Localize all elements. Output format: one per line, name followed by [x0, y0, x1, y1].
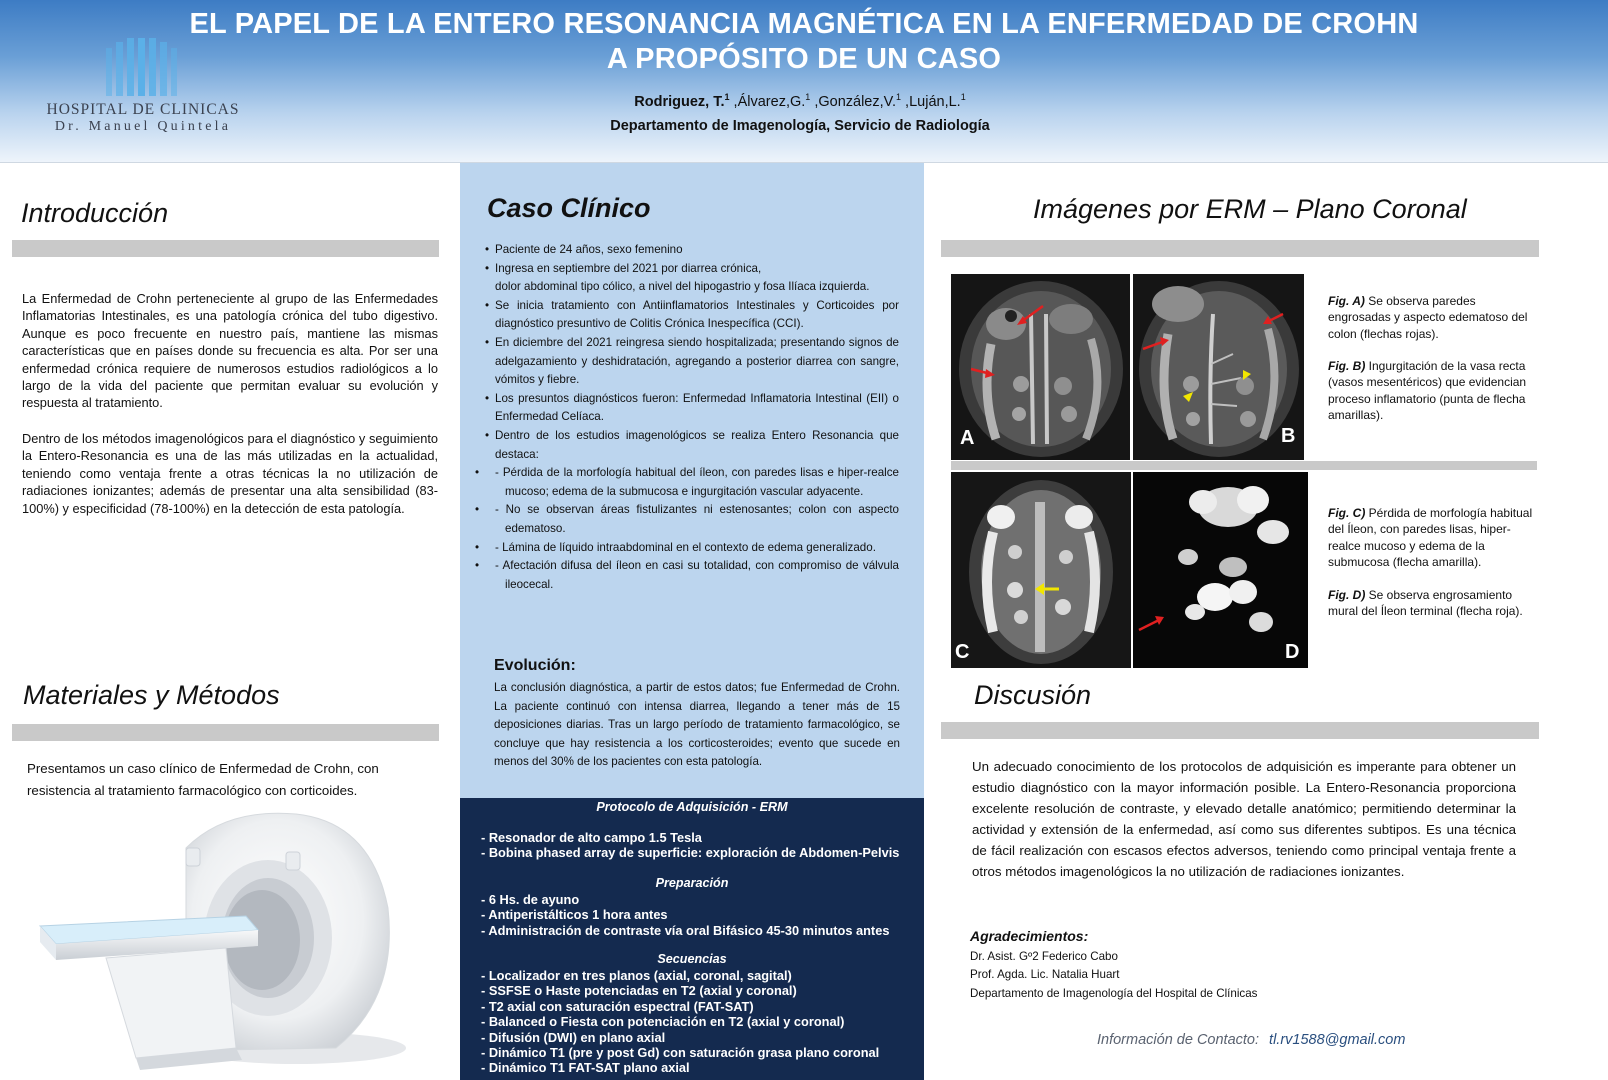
- acknowledgements-list: [970, 948, 1257, 1003]
- case-item: • Ingresa en septiembre del 2021 por diarrea crónica,: [485, 260, 899, 279]
- sequence-item: - Localizador en tres planos (axial, coronal, sagital): [481, 968, 792, 983]
- prep-item: - Antiperistálticos 1 hora antes: [481, 907, 668, 923]
- mri-label-d: D: [1285, 641, 1300, 663]
- caption-d: Fig. D) Se observa engrosamiento mural del Íleon terminal (flecha roja).: [1328, 588, 1523, 619]
- evolution-heading: Evolución:: [494, 657, 576, 674]
- logo-hospital-name: HOSPITAL DE CLINICAS: [46, 101, 240, 118]
- image-row-divider: [951, 461, 1537, 470]
- author-1: Rodriguez, T.$^1$: [634, 92, 730, 110]
- case-subitem: • - Afectación difusa del íleon en casi su totalidad, con compromiso de válvula ileocecal.: [485, 557, 899, 594]
- department: Departamento de Imagenología, Servicio de Radiología: [610, 118, 990, 134]
- sequences-heading: Secuencias: [657, 952, 727, 966]
- acknowledgement-line: Prof. Agda. Lic. Natalia Huart: [970, 968, 1120, 982]
- case-item: • Los presuntos diagnósticos fueron: Enfermedad Inflamatoria Intestinal (EII) o Enfermedad Celíaca.: [485, 390, 899, 427]
- contact-email-link[interactable]: tl.rv1588@gmail.com: [1269, 1032, 1406, 1048]
- poster-title-line2: A PROPÓSITO DE UN CASO: [606, 43, 1002, 75]
- evolution-text: La conclusión diagnóstica, a partir de estos datos; fue Enfermedad de Crohn. La paciente continuó con intensa diarrea, llegando a tener más de 15 deposiciones diarias. Tras un largo período de tratamiento farmacológico, se concluye que hay resistencia a los corticosteroides; evento que sucede en menos del 30% de los pacientes con esta patología.: [494, 681, 900, 769]
- sequences-list: [481, 968, 879, 1076]
- contact-label: Información de Contacto:: [1097, 1032, 1260, 1048]
- materials-divider: [12, 724, 439, 741]
- images-divider: [941, 240, 1539, 257]
- case-item: dolor abdominal tipo cólico, a nivel del hipogastrio y fosa Ilíaca izquierda.: [495, 280, 870, 294]
- case-item: • En diciembre del 2021 reingresa siendo hospitalizada; presentando signos de adelgazamiento y deshidratación, agregando a posterior diarrea con sangre, vómitos y fiebre.: [485, 334, 899, 390]
- mri-label-b: B: [1281, 425, 1296, 447]
- protocol-heading: Protocolo de Adquisición - ERM: [596, 800, 788, 814]
- case-subitem: • - Lámina de líquido intraabdominal en el contexto de edema generalizado.: [485, 539, 899, 558]
- author-4: ,Luján,L.$^1$: [901, 92, 966, 110]
- contact-info: [1097, 1032, 1405, 1048]
- author-2: ,Álvarez,G.$^1$: [729, 92, 811, 110]
- discussion-text: Un adecuado conocimiento de los protocolos de adquisición es imperante para obtener un estudio diagnóstico con la mayor información posible. La Entero-Resonancia proporciona excelente resolución de contraste, y elevado detalle anatómico; permitiendo determinar la actividad y extensión de la enfermedad, así como sus diferentes subtipos. Es una técnica de fácil realización con escasos efectos adversos, teniendo como principal ventaja frente a otros métodos imagenológicos la no utilización de radiaciones ionizantes.: [972, 759, 1516, 879]
- mri-label-c: C: [955, 641, 970, 663]
- caption-a: Fig. A) Se observa paredes engrosadas y aspecto edematoso del colon (flechas rojas).: [1328, 294, 1528, 341]
- discussion-divider: [941, 722, 1539, 739]
- mri-image-b: [1133, 274, 1304, 460]
- mri-image-d: [1133, 472, 1308, 668]
- case-subitem: • - Pérdida de la morfología habitual del íleon, con paredes lisas e hiper-realce mucoso; edema de la submucosa e ingurgitación vascular adyacente.: [485, 464, 899, 501]
- sequence-item: - Balanced o Fiesta con potenciación en T2 (axial y coronal): [481, 1014, 845, 1030]
- intro-heading: Introducción: [21, 198, 169, 228]
- case-item: • Paciente de 24 años, sexo femenino: [485, 241, 899, 260]
- case-list: [485, 241, 899, 594]
- logo-hospital-subname: Dr. Manuel Quintela: [54, 119, 232, 134]
- case-item: • Dentro de los estudios imagenológicos se realiza Entero Resonancia que destaca:: [485, 427, 899, 464]
- case-heading: Caso Clínico: [487, 193, 651, 223]
- materials-heading: Materiales y Métodos: [23, 680, 280, 710]
- intro-paragraph-1: La Enfermedad de Crohn perteneciente al grupo de las Enfermedades Inflamatorias Intestinales, es una patología crónica del tubo digestivo. Aunque es poco frecuente en nuestro país, mantiene las mismas características que en países donde su frecuencia es alta. Por ser una enfermedad crónica requiere de numerosos estudios radiológicos a lo largo de la vida del paciente que permitan evaluar su evolución y respuesta al tratamiento.: [22, 291, 438, 411]
- mri-label-a: A: [960, 427, 975, 449]
- sequence-item: - Difusión (DWI) en plano axial: [481, 1029, 666, 1045]
- images-heading: Imágenes por ERM – Plano Coronal: [1033, 194, 1467, 224]
- caption-b: Fig. B) Ingurgitación de la vasa recta (vasos mesentéricos) que evidencian proceso inflamatorio (punta de flecha amarillas).: [1328, 359, 1527, 422]
- prep-item: - Administración de contraste vía oral Bifásico 45-30 minutos antes: [481, 922, 890, 938]
- materials-text: Presentamos un caso clínico de Enfermedad de Crohn, con resistencia al tratamiento farmacológico con corticoides.: [27, 761, 379, 798]
- mri-image-a: [951, 274, 1130, 460]
- mri-image-c: [951, 472, 1131, 668]
- acknowledgement-line: Dr. Asist. Gº2 Federico Cabo: [970, 950, 1118, 963]
- discussion-heading: Discusión: [974, 680, 1092, 710]
- prep-heading: Preparación: [655, 876, 729, 890]
- mri-scanner-illustration: [36, 808, 406, 1070]
- case-item: • Se inicia tratamiento con Antiinflamatorios Intestinales y Corticoides por diagnóstico presuntivo de Colitis Crónica Inespecífica (CCI).: [485, 297, 899, 334]
- author-3: ,González,V.$^1$: [810, 92, 902, 110]
- poster-header: [0, 0, 1608, 163]
- intro-divider: [12, 240, 439, 257]
- sequence-item: - Dinámico T1 (pre y post Gd) con saturación grasa plano coronal: [481, 1045, 880, 1061]
- sequence-item: - T2 axial con saturación espectral (FAT-SAT): [481, 998, 754, 1014]
- authors: [400, 92, 1200, 110]
- poster-title-line1: EL PAPEL DE LA ENTERO RESONANCIA MAGNÉTICA EN LA ENFERMEDAD DE CROHN: [189, 8, 1419, 40]
- acknowledgement-line: Departamento de Imagenología del Hospital de Clínicas: [970, 986, 1258, 1000]
- protocol-equipment-item: - Bobina phased array de superficie: exploración de Abdomen-Pelvis: [481, 845, 900, 861]
- case-panel: [460, 163, 924, 803]
- intro-paragraph-2: Dentro de los métodos imagenológicos para el diagnóstico y seguimiento la Entero-Resonancia es una de las más utilizadas en la actualidad, teniendo como ventaja frente a otras técnicas la no utilización de radiaciones ionizantes; además de presentar una alta sensibilidad (83-100%) y especificidad (78-100%) en la detección de esta patología.: [22, 431, 438, 516]
- protocol-panel: [460, 798, 924, 1080]
- sequence-item: - SSFSE o Haste potenciadas en T2 (axial y coronal): [481, 983, 797, 999]
- case-subitem: • - No se observan áreas fistulizantes ni estenosantes; colon con aspecto edematoso.: [485, 501, 899, 538]
- acknowledgements-heading: Agradecimientos:: [970, 928, 1089, 944]
- protocol-equipment: [481, 830, 899, 861]
- caption-c: Fig. C) Pérdida de morfología habitual del Íleon, con paredes lisas, hiper-realce mucoso y edema de la submucosa (flecha amarilla).: [1328, 506, 1533, 569]
- prep-item: - 6 Hs. de ayuno: [481, 892, 580, 907]
- prep-list: [481, 892, 889, 938]
- protocol-equipment-item: - Resonador de alto campo 1.5 Tesla: [481, 830, 702, 845]
- sequence-item: - Dinámico T1 FAT-SAT plano axial: [481, 1060, 690, 1076]
